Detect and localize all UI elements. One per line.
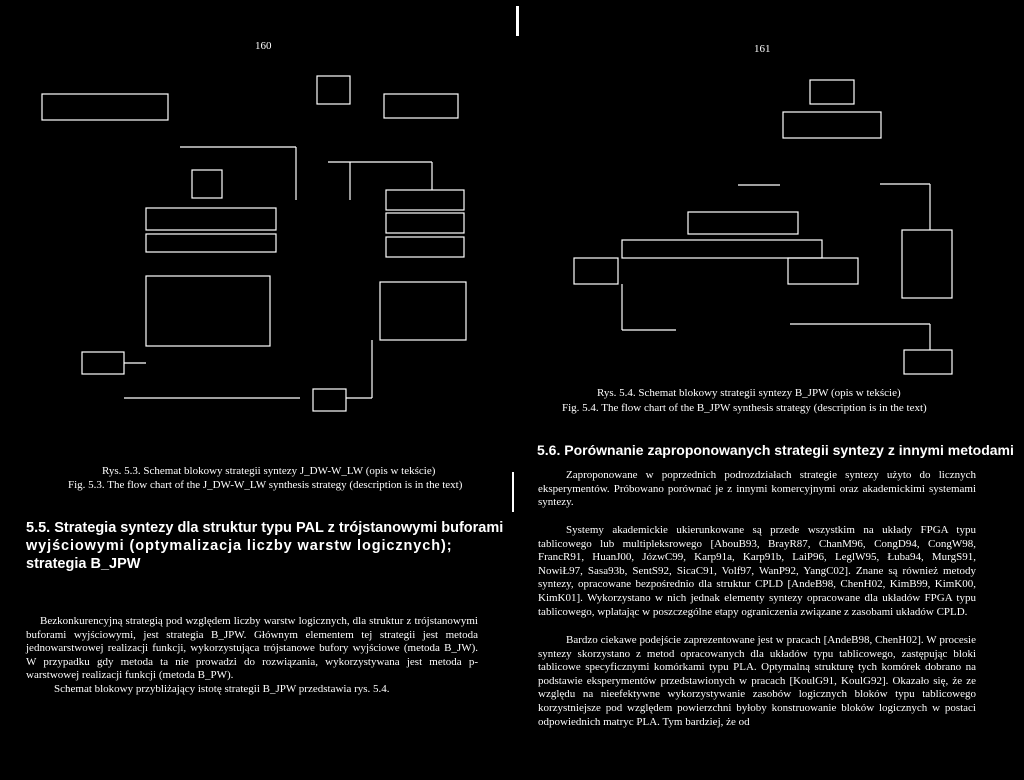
right-flowchart-block [622,240,822,258]
section-5-5-title-line3: strategia B_JPW [26,556,141,572]
section-5-6-paragraph-1: Zaproponowane w poprzednich podrozdziałach strategie syntezy użyto do licznych eksperymentów. Próbowano porównać je z innymi komercyjnymi oraz akademickimi systemami syntezy. [538,469,976,509]
section-5-5-title-line2: wyjściowymi (optymalizacja liczby warstw logicznych); [26,538,453,554]
left-flowchart-end-block [313,389,346,411]
section-5-6-title: 5.6. Porównanie zaproponowanych strategii syntezy z innymi metodami [537,442,1014,458]
right-flowchart-block [788,258,858,284]
section-5-6-paragraph-3: Bardzo ciekawe podejście zaprezentowane jest w pracach [AndeB98, ChenH02]. W procesie syntezy skorzystano z metod opracowanych dla układów typu tablicowego, zastępując bloki tablicowe specyficznymi komórkami typu PLA. Optymalną strukturę tych komórek dobrano na podstawie eksperymentów przedstawionych w pracach [KoulG91, KoulG92]. Okazało się, że ze względu na nieefektywne wykorzystywanie zasobów logicznych bloków typu tablicowego korzystniejsze pod względem powierzchni byłoby konstruowanie bloków logicznych w postaci odpowiednich matryc PLA. Tym bardziej, że od [538,634,976,728]
left-flowchart-block [82,352,124,374]
section-5-6-paragraph-2: Systemy akademickie ukierunkowane są przede wszystkim na układy FPGA typu tablicowego lub multipleksrowego [AbouB93, BrayR87, ChanM96, CongD94, CongW98, FrancR91, HuanJ00, JózwC99, Karp91a, Karp91b, LaiP96, LeglW95, Łuba94, MurgS91, NowiŁ97, Sasa93b, SentS92, SicaC91, Volf97, WanP92, YangC02]. Znane są również metody syntezy, opracowane bezpośrednio dla struktur CPLD [AndeB98, ChenH02, KimB99, KimK00, KimK01]. Wykorzystano w nich jednak elementy syntezy opracowane dla układów FPGA typu tablicowego, wplatając w poszczególne etapy ograniczenia związane z zasobami układów CPLD. [538,524,976,618]
left-flowchart-block [146,276,270,346]
right-flowchart-block [574,258,618,284]
section-5-5-title-line1: 5.5. Strategia syntezy dla struktur typu PAL z trójstanowymi buforami [26,520,504,536]
section-5-5-paragraph-main: Bezkonkurencyjną strategią pod względem liczby warstw logicznych, dla struktur z trójstanowymi buforami wyjściowymi, jest strategia B_JPW. Głównym elementem tej strategii jest metoda jednowarstwowej realizacji funkcji, wykorzystująca trójstanowe bufory wyjściowe (metoda B_JW). W przypadku gdy metoda ta nie prowadzi do rozwiązania, wykorzystywana jest metoda p-warstwowej realizacji funkcji (metoda B_PW). [26,615,478,682]
left-flowchart-block [386,213,464,233]
left-page-number: 160 [255,40,272,52]
right-flowchart-end-block [904,350,952,374]
section-5-5-paragraph [26,615,478,683]
right-flowchart-block [783,112,881,138]
left-flowchart-block [146,234,276,252]
left-flowchart-block [386,190,464,210]
right-flowchart-start-block [810,80,854,104]
right-page-number: 161 [754,43,771,55]
left-flowchart-fig-5-3 [42,76,466,411]
left-flowchart-block [42,94,168,120]
fig-5-3-caption-pl: Rys. 5.3. Schemat blokowy strategii syntezy J_DW-W_LW (opis w tekście) [102,465,436,477]
fig-5-4-caption-pl: Rys. 5.4. Schemat blokowy strategii syntezy B_JPW (opis w tekście) [597,387,901,399]
left-flowchart-block [384,94,458,118]
left-flowchart-block [380,282,466,340]
right-flowchart-block [688,212,798,234]
fig-5-3-caption-en: Fig. 5.3. The flow chart of the J_DW-W_LW synthesis strategy (description is in the text) [68,479,463,491]
section-5-5-paragraph-last: Schemat blokowy przybliżający istotę strategii B_JPW przedstawia rys. 5.4. [54,683,390,695]
left-flowchart-block [146,208,276,230]
fig-5-4-caption-en: Fig. 5.4. The flow chart of the B_JPW synthesis strategy (description is in the text) [562,402,927,414]
right-flowchart-block [902,230,952,298]
left-flowchart-block [192,170,222,198]
left-flowchart-block [386,237,464,257]
right-flowchart-fig-5-4 [574,80,952,374]
left-flowchart-start-block [317,76,350,104]
